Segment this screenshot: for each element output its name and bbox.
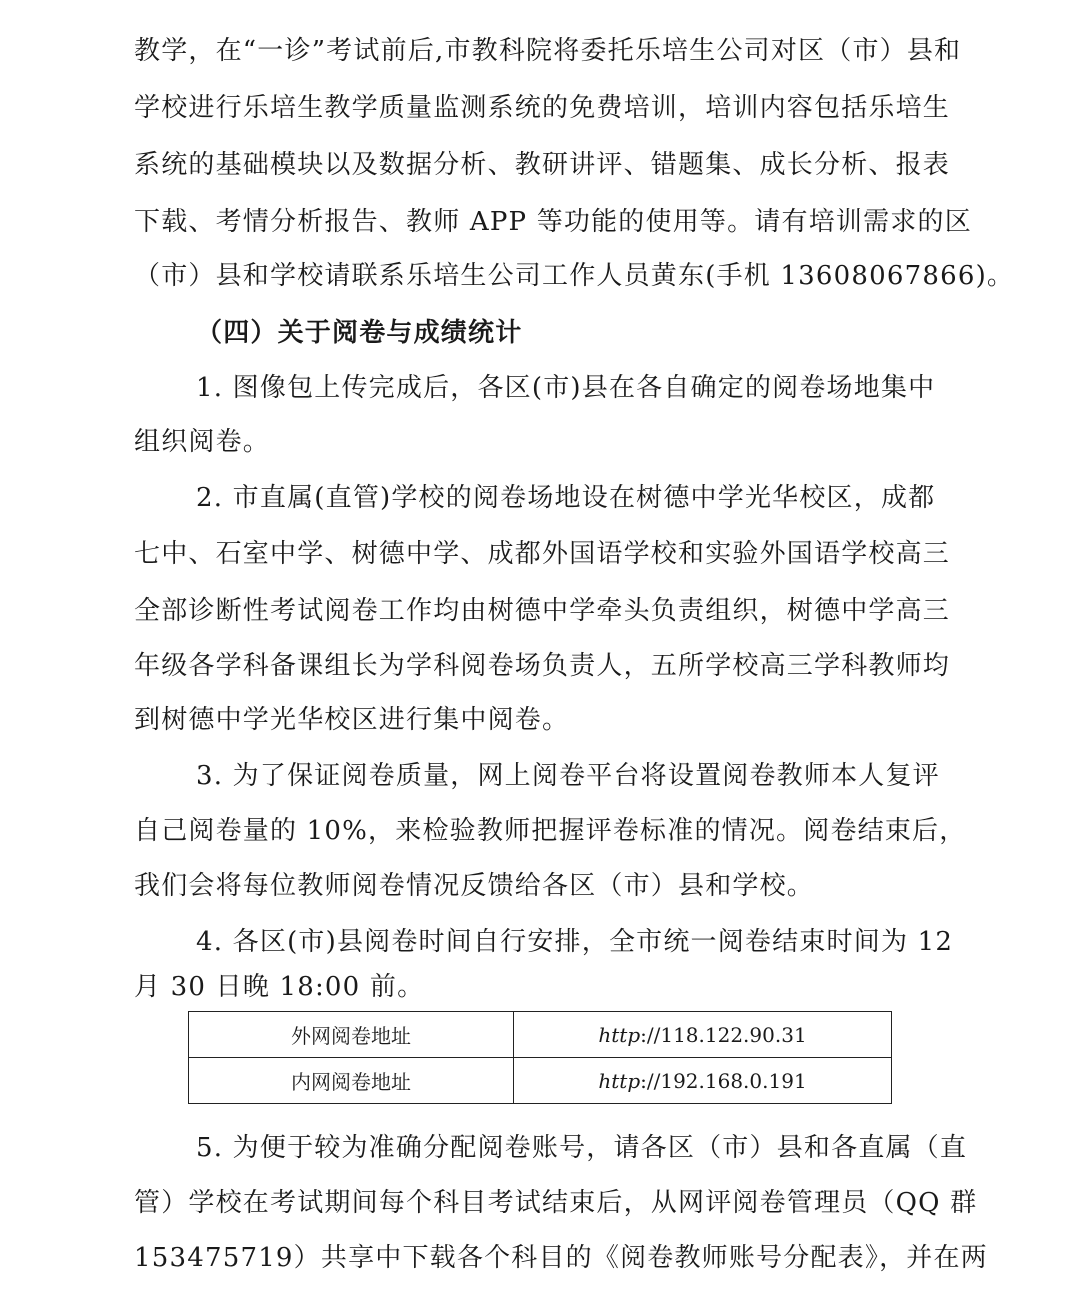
paragraph-line: （市）县和学校请联系乐培生公司工作人员黄东(手机 13608067866)。: [134, 261, 1015, 291]
item4-line: 4. 各区(市)县阅卷时间自行安排，全市统一阅卷结束时间为 12: [196, 927, 954, 957]
paragraph-line: 教学，在“一诊”考试前后,市教科院将委托乐培生公司对区（市）县和: [134, 36, 962, 66]
table-row: [189, 1012, 892, 1058]
paragraph-line: 学校进行乐培生教学质量监测系统的免费培训，培训内容包括乐培生: [134, 93, 951, 123]
item5-line: 153475719）共享中下载各个科目的《阅卷教师账号分配表》，并在两: [134, 1243, 988, 1273]
item1-line: 组织阅卷。: [134, 427, 271, 457]
address-table: [188, 1011, 892, 1104]
address-label-cell: 外网阅卷地址: [189, 1012, 514, 1058]
item2-line: 年级各学科备课组长为学科阅卷场负责人，五所学校高三学科教师均: [134, 651, 951, 681]
item3-line: 自己阅卷量的 10%，来检验教师把握评卷标准的情况。阅卷结束后，: [134, 816, 967, 846]
address-url-cell: [514, 1012, 892, 1058]
table-row: [189, 1058, 892, 1104]
url-protocol: http: [598, 1068, 641, 1093]
paragraph-line: 系统的基础模块以及数据分析、教研讲评、错题集、成长分析、报表: [134, 150, 951, 180]
item1-line: 1. 图像包上传完成后，各区(市)县在各自确定的阅卷场地集中: [196, 373, 936, 403]
item3-line: 3. 为了保证阅卷质量，网上阅卷平台将设置阅卷教师本人复评: [196, 761, 940, 791]
paragraph-line: 下载、考情分析报告、教师 APP 等功能的使用等。请有培训需求的区: [134, 207, 972, 237]
address-label-cell: 内网阅卷地址: [189, 1058, 514, 1104]
item2-line: 全部诊断性考试阅卷工作均由树德中学牵头负责组织，树德中学高三: [134, 596, 951, 626]
address-url-cell: [514, 1058, 892, 1104]
item5-line: 管）学校在考试期间每个科目考试结束后，从网评阅卷管理员（QQ 群: [134, 1188, 978, 1218]
item2-line: 七中、石室中学、树德中学、成都外国语学校和实验外国语学校高三: [134, 539, 951, 569]
url-host: ://192.168.0.191: [640, 1068, 807, 1093]
item2-line: 到树德中学光华校区进行集中阅卷。: [134, 705, 570, 735]
url-protocol: http: [598, 1022, 641, 1047]
item5-line: 5. 为便于较为准确分配阅卷账号，请各区（市）县和各直属（直: [196, 1133, 968, 1163]
item4-line: 月 30 日晚 18:00 前。: [134, 972, 425, 1002]
item3-line: 我们会将每位教师阅卷情况反馈给各区（市）县和学校。: [134, 871, 815, 901]
url-host: ://118.122.90.31: [640, 1022, 807, 1047]
item2-line: 2. 市直属(直管)学校的阅卷场地设在树德中学光华校区，成都: [196, 483, 936, 513]
section-heading: （四）关于阅卷与成绩统计: [196, 318, 523, 348]
